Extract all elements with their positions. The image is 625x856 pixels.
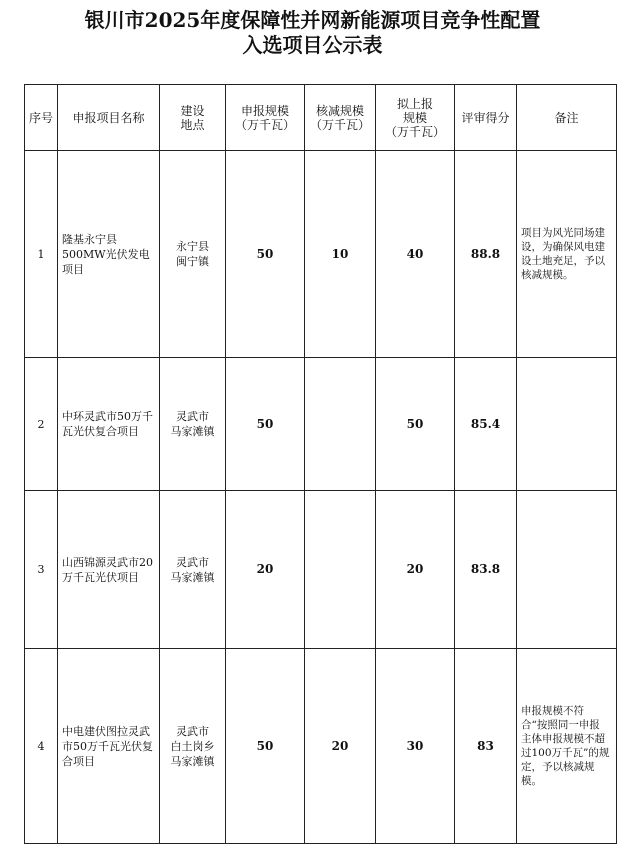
- row-planned: 20: [376, 491, 455, 649]
- row-score: 88.8: [455, 151, 517, 358]
- table-row: [25, 491, 617, 649]
- row-reduced: 20: [305, 649, 376, 844]
- row-planned: 30: [376, 649, 455, 844]
- row-project-name: 中电建伏图拉灵武市50万千瓦光伏复合项目: [58, 649, 160, 844]
- row-location: 灵武市 马家滩镇: [160, 491, 226, 649]
- row-declared: 50: [226, 649, 305, 844]
- table-row: [25, 151, 617, 358]
- table-row: [25, 358, 617, 491]
- header-declared: 申报规模 （万千瓦）: [226, 85, 305, 151]
- row-declared: 50: [226, 358, 305, 491]
- header-index: 序号: [25, 85, 58, 151]
- row-reduced: [305, 358, 376, 491]
- header-score: 评审得分: [455, 85, 517, 151]
- row-planned: 40: [376, 151, 455, 358]
- row-reduced: [305, 491, 376, 649]
- row-declared: 20: [226, 491, 305, 649]
- project-table: [24, 84, 617, 844]
- row-planned: 50: [376, 358, 455, 491]
- title-line-1: 银川市2025年度保障性并网新能源项目竞争性配置: [84, 8, 541, 32]
- row-location: 永宁县 闽宁镇: [160, 151, 226, 358]
- title-line-2: 入选项目公示表: [242, 33, 383, 57]
- row-remark: [517, 491, 617, 649]
- row-remark: 申报规模不符合“按照同一申报主体申报规模不超过100万千瓦”的规定，予以核减规模。: [517, 649, 617, 844]
- row-location: 灵武市 白土岗乡 马家滩镇: [160, 649, 226, 844]
- row-score: 85.4: [455, 358, 517, 491]
- row-declared: 50: [226, 151, 305, 358]
- header-planned: 拟上报 规模 （万千瓦）: [376, 85, 455, 151]
- header-name: 申报项目名称: [58, 85, 160, 151]
- row-index: 4: [25, 649, 58, 844]
- header-remark: 备注: [517, 85, 617, 151]
- row-project-name: 山西锦源灵武市20万千瓦光伏项目: [58, 491, 160, 649]
- row-score: 83.8: [455, 491, 517, 649]
- row-index: 3: [25, 491, 58, 649]
- row-project-name: 中环灵武市50万千瓦光伏复合项目: [58, 358, 160, 491]
- page-title: [0, 8, 625, 58]
- header-location: 建设 地点: [160, 85, 226, 151]
- table-header-row: [25, 85, 617, 151]
- row-remark: 项目为风光同场建设，为确保风电建设土地充足，予以核减规模。: [517, 151, 617, 358]
- row-project-name: 隆基永宁县500MW光伏发电项目: [58, 151, 160, 358]
- row-score: 83: [455, 649, 517, 844]
- header-reduced: 核减规模 （万千瓦）: [305, 85, 376, 151]
- row-remark: [517, 358, 617, 491]
- row-index: 2: [25, 358, 58, 491]
- row-location: 灵武市 马家滩镇: [160, 358, 226, 491]
- table-row: [25, 649, 617, 844]
- row-index: 1: [25, 151, 58, 358]
- row-reduced: 10: [305, 151, 376, 358]
